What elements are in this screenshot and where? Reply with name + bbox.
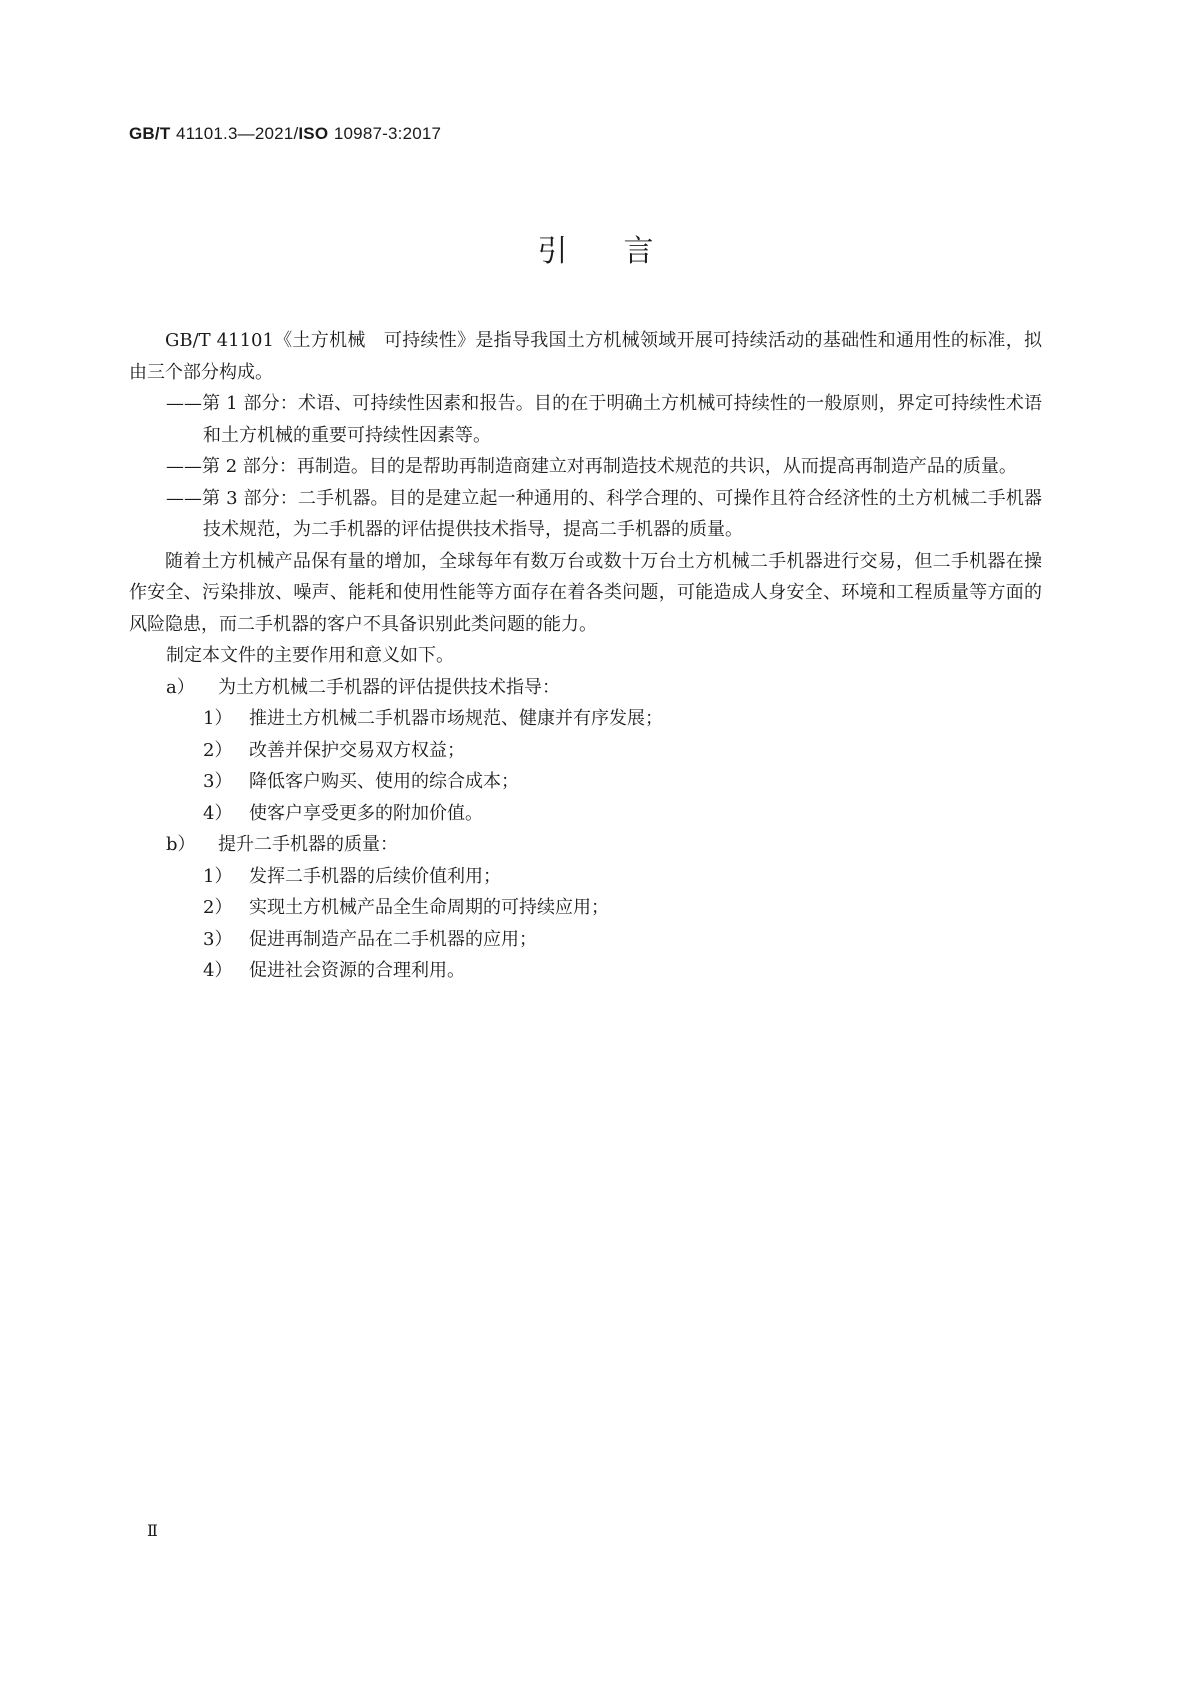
document-body <box>129 325 1042 987</box>
list-marker: 4） <box>203 960 233 981</box>
list-marker: 2） <box>203 897 233 918</box>
list-item-text: 提升二手机器的质量： <box>218 834 398 855</box>
intro-paragraph-1: GB/T 41101《土方机械 可持续性》是指导我国土方机械领域开展可持续活动的基础性和通用性的标准，拟由三个部分构成。 <box>129 330 1042 383</box>
list-item-text: 降低客户购买、使用的综合成本； <box>249 771 519 792</box>
list-marker: 3） <box>203 928 233 950</box>
list-marker: 1） <box>203 865 233 887</box>
list-marker: 1） <box>203 708 233 729</box>
part-3-item: ——第 3 部分：二手机器。目的是建立起一种通用的、科学合理的、可操作且符合经济性的土方机械二手机器技术规范，为二手机器的评估提供技术指导，提高二手机器的质量。 <box>166 487 1042 540</box>
part-2-item: ——第 2 部分：再制造。目的是帮助再制造商建立对再制造技术规范的共识，从而提高再制造产品的质量。 <box>166 456 1017 477</box>
list-marker: 4） <box>203 802 233 824</box>
list-item-a-1 <box>203 703 1042 735</box>
list-item-a-2 <box>203 735 1042 767</box>
header-iso-number: 10987-3:2017 <box>333 124 442 143</box>
header-iso-code: ISO <box>298 124 329 143</box>
list-item-a <box>166 672 1042 704</box>
intro-paragraph-2: 随着土方机械产品保有量的增加，全球每年有数万台或数十万台土方机械二手机器进行交易，但二手机器在操作安全、污染排放、噪声、能耗和使用性能等方面存在着各类问题，可能造成人身安全、环境和工程质量等方面的风险隐患，而二手机器的客户不具备识别此类问题的能力。 <box>129 550 1042 635</box>
list-marker: a） <box>166 676 195 698</box>
list-marker: 3） <box>203 771 233 792</box>
list-marker: b） <box>166 834 196 855</box>
list-marker: 2） <box>203 739 233 761</box>
page-title: 引言 <box>537 234 710 269</box>
list-item-b <box>166 829 1042 861</box>
list-item-b-1 <box>203 861 1042 893</box>
list-item-text: 使客户享受更多的附加价值。 <box>249 802 483 824</box>
list-item-a-4 <box>203 798 1042 830</box>
list-item-text: 促进社会资源的合理利用。 <box>249 960 465 981</box>
list-item-a-3 <box>203 766 1042 798</box>
part-1-item: ——第 1 部分：术语、可持续性因素和报告。目的在于明确土方机械可持续性的一般原则，界定可持续性术语和土方机械的重要可持续性因素等。 <box>166 393 1042 446</box>
list-item-text: 为土方机械二手机器的评估提供技术指导： <box>218 676 560 698</box>
list-item-b-3 <box>203 924 1042 956</box>
page-number: Ⅱ <box>147 1521 158 1540</box>
document-header <box>129 124 441 144</box>
list-item-text: 改善并保护交易双方权益； <box>249 739 465 761</box>
list-item-text: 促进再制造产品在二手机器的应用； <box>249 928 537 950</box>
intro-paragraph-3: 制定本文件的主要作用和意义如下。 <box>166 645 454 666</box>
list-item-text: 发挥二手机器的后续价值利用； <box>249 865 501 887</box>
list-item-text: 实现土方机械产品全生命周期的可持续应用； <box>249 897 609 918</box>
list-item-text: 推进土方机械二手机器市场规范、健康并有序发展； <box>249 708 663 729</box>
list-item-b-2 <box>203 892 1042 924</box>
list-item-b-4 <box>203 955 1042 987</box>
header-std-number: 41101.3—2021/ <box>176 124 299 143</box>
header-std-code: GB/T <box>129 124 171 143</box>
